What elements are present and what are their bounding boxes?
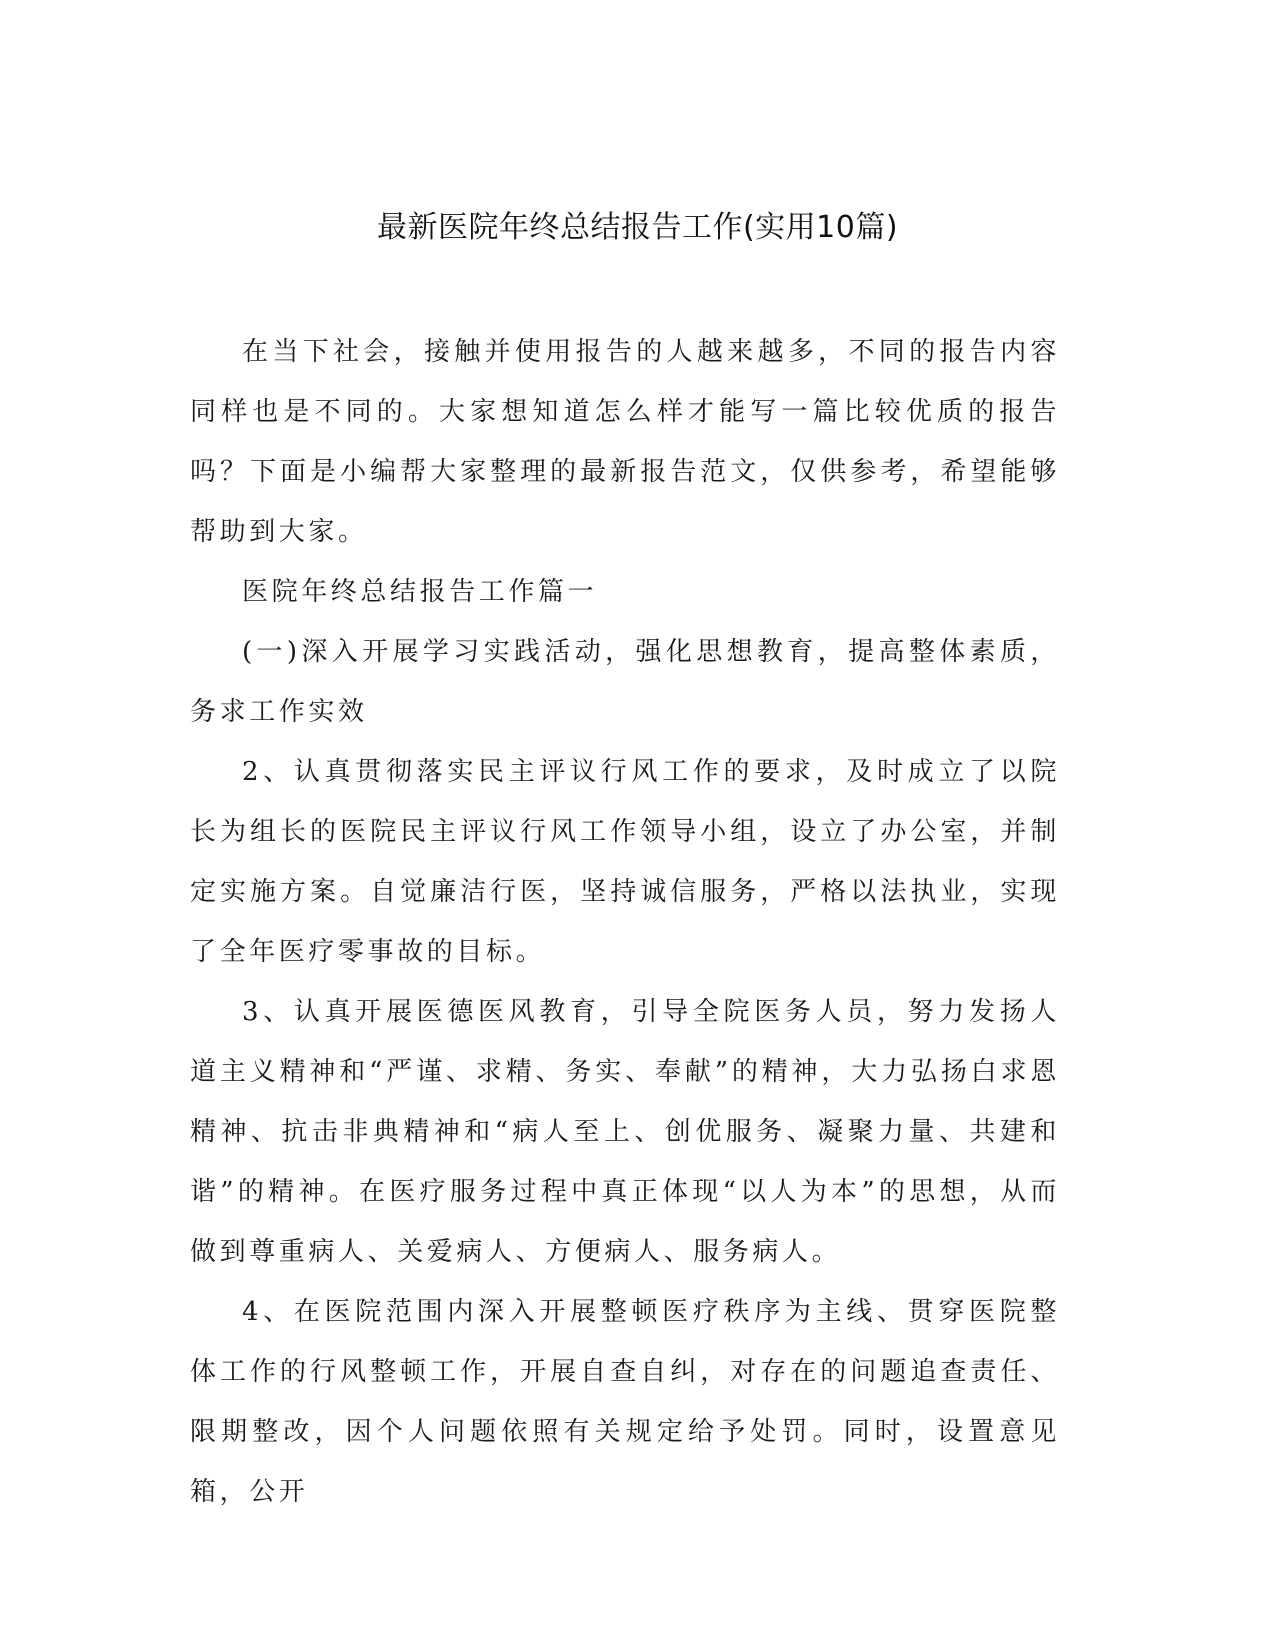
- document-title: 最新医院年终总结报告工作(实用10篇): [376, 210, 899, 245]
- subheading-paragraph: (一)深入开展学习实践活动，强化思想教育，提高整体素质，务求工作实效: [190, 637, 1060, 727]
- body-paragraph: 2、认真贯彻落实民主评议行风工作的要求，及时成立了以院长为组长的医院民主评议行风工作领导小组，设立了办公室，并制定实施方案。自觉廉洁行医，坚持诚信服务，严格以法执业，实现了全年医疗零事故的目标。: [190, 757, 1060, 967]
- section-heading: 医院年终总结报告工作篇一: [242, 577, 598, 607]
- body-paragraph: 4、在医院范围内深入开展整顿医疗秩序为主线、贯穿医院整体工作的行风整顿工作，开展自查自纠，对存在的问题追查责任、限期整改，因个人问题依照有关规定给予处罚。同时，设置意见箱，公开: [190, 1297, 1060, 1507]
- intro-paragraph: 在当下社会，接触并使用报告的人越来越多，不同的报告内容同样也是不同的。大家想知道怎么样才能写一篇比较优质的报告吗？下面是小编帮大家整理的最新报告范文，仅供参考，希望能够帮助到大家。: [190, 337, 1060, 547]
- body-paragraph: 3、认真开展医德医风教育，引导全院医务人员，努力发扬人道主义精神和“严谨、求精、务实、奉献”的精神，大力弘扬白求恩精神、抗击非典精神和“病人至上、创优服务、凝聚力量、共建和谐”的精神。在医疗服务过程中真正体现“以人为本”的思想，从而做到尊重病人、关爱病人、方便病人、服务病人。: [190, 997, 1060, 1267]
- document-body: [190, 322, 1060, 1522]
